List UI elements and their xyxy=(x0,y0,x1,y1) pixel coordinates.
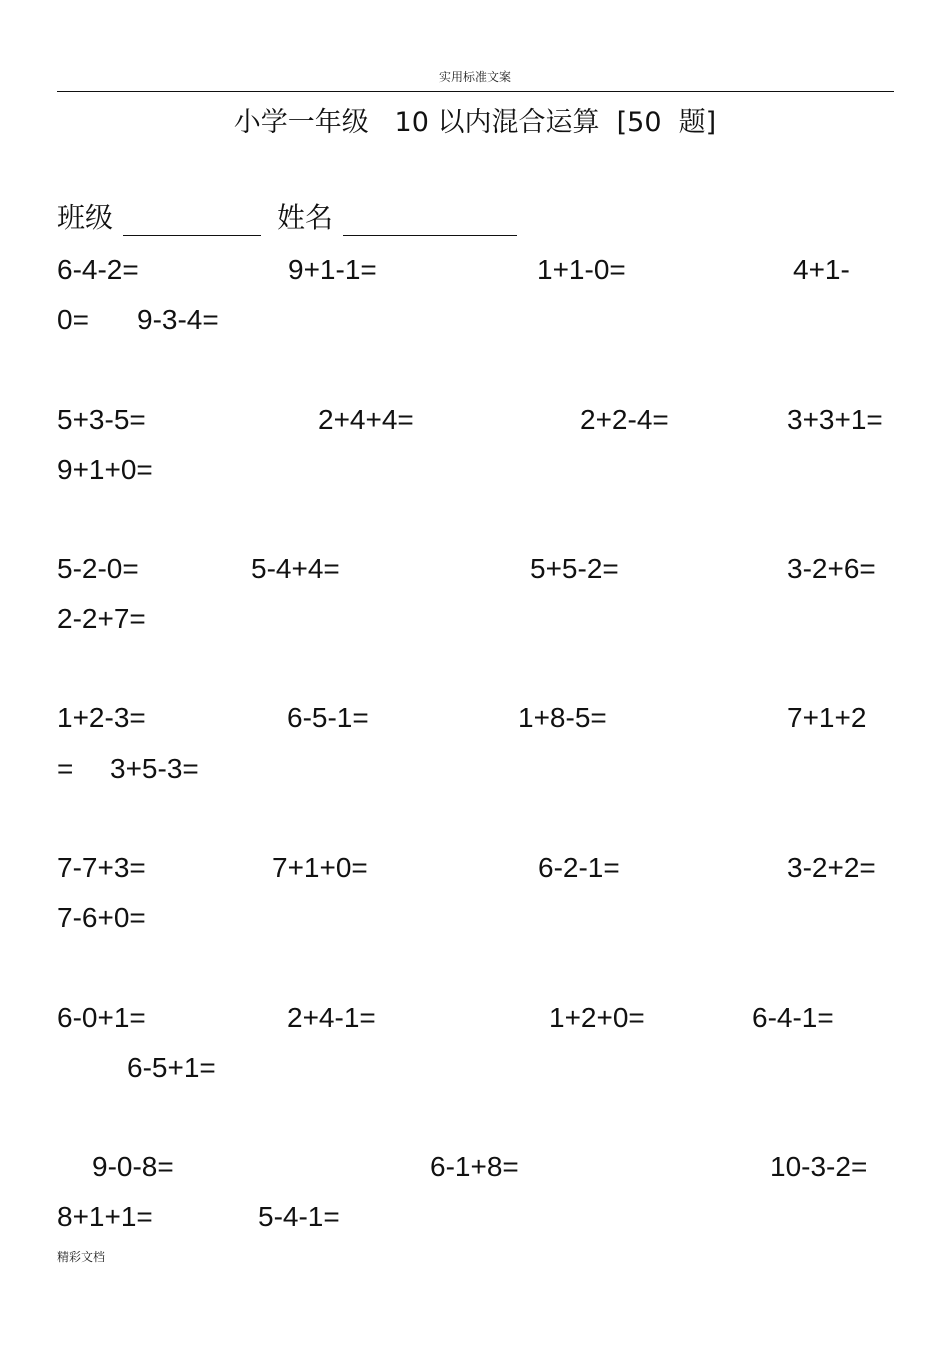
problem-item: 1+2+0= xyxy=(549,1002,645,1033)
problem-item: 4+1- xyxy=(793,254,850,285)
class-blank-field[interactable] xyxy=(123,201,261,236)
problem-item: 3+5-3= xyxy=(110,753,199,784)
problem-item: 10-3-2= xyxy=(770,1151,868,1182)
problem-item: 2+4-1= xyxy=(287,1002,376,1033)
problem-item: 8+1+1= xyxy=(57,1201,153,1232)
problem-item: 9-3-4= xyxy=(137,304,219,335)
problem-item: 1+2-3= xyxy=(57,702,146,733)
problem-item: 3+3+1= xyxy=(787,404,883,435)
problem-item: 5-4+4= xyxy=(251,553,340,584)
problem-item: 7+1+0= xyxy=(272,852,368,883)
problem-item: 5+3-5= xyxy=(57,404,146,435)
problem-item: 9-0-8= xyxy=(92,1151,174,1182)
problem-item: 5-2-0= xyxy=(57,553,139,584)
problem-item: 1+1-0= xyxy=(537,254,626,285)
problem-item: 3-2+6= xyxy=(787,553,876,584)
problem-item: 1+8-5= xyxy=(518,702,607,733)
problem-item: 2+4+4= xyxy=(318,404,414,435)
problem-item: 7-7+3= xyxy=(57,852,146,883)
name-label: 姓名 xyxy=(277,201,334,234)
problem-item: 6-5+1= xyxy=(127,1052,216,1083)
problem-item: 6-5-1= xyxy=(287,702,369,733)
student-info-fields xyxy=(57,196,533,236)
class-label: 班级 xyxy=(57,201,114,234)
problem-item: 0= xyxy=(57,304,89,335)
problem-item: 5-4-1= xyxy=(258,1201,340,1232)
page-header-note: 实用标准文案 xyxy=(438,70,511,84)
problem-item: 6-0+1= xyxy=(57,1002,146,1033)
worksheet-title: 小学一年级 10 以内混合运算 [50 题] xyxy=(233,107,717,138)
problem-item: 3-2+2= xyxy=(787,852,876,883)
problem-item: = xyxy=(57,753,74,784)
problem-item: 6-1+8= xyxy=(430,1151,519,1182)
problem-item: 9+1+0= xyxy=(57,454,153,485)
problem-item: 7-6+0= xyxy=(57,902,146,933)
problem-item: 6-4-2= xyxy=(57,254,139,285)
header-divider xyxy=(57,91,894,92)
problem-item: 2+2-4= xyxy=(580,404,669,435)
problem-item: 7+1+2 xyxy=(787,702,867,733)
page-footer-note: 精彩文档 xyxy=(57,1250,106,1264)
problem-item: 6-4-1= xyxy=(752,1002,834,1033)
problem-item: 6-2-1= xyxy=(538,852,620,883)
problem-item: 9+1-1= xyxy=(288,254,377,285)
name-blank-field[interactable] xyxy=(343,201,517,236)
problem-item: 5+5-2= xyxy=(530,553,619,584)
problem-item: 2-2+7= xyxy=(57,603,146,634)
